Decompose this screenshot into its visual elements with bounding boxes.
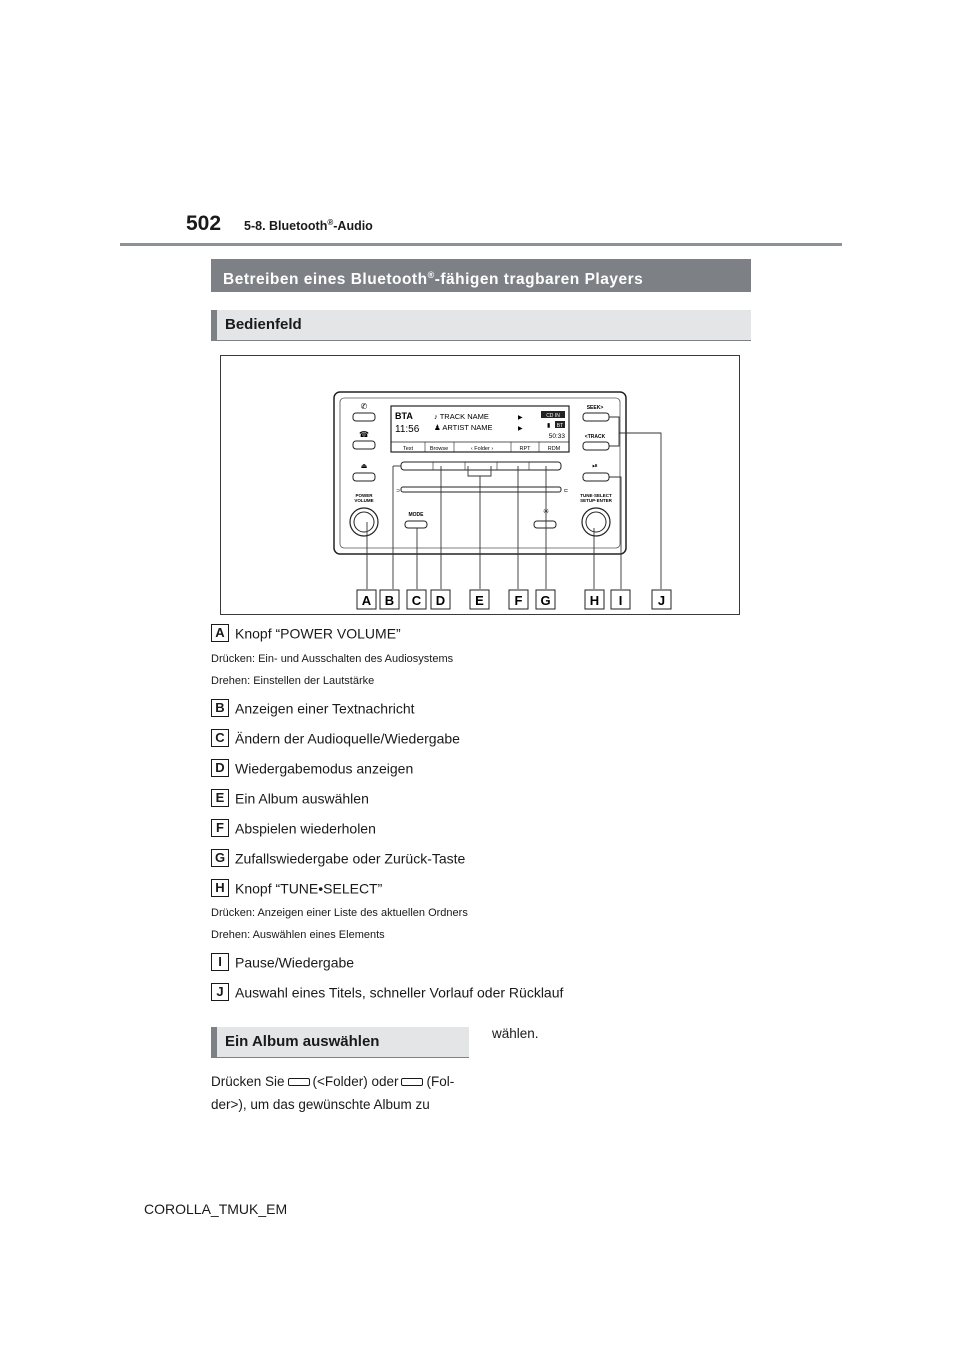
badge-i: I	[211, 953, 229, 971]
track-button	[583, 442, 609, 450]
sub-heading-album: Ein Album auswählen	[211, 1027, 469, 1058]
seek-label: SEEK>	[586, 405, 604, 411]
slot-left-icon: ⊃	[396, 488, 401, 494]
badge-e: E	[211, 789, 229, 807]
display-source: BTA	[395, 411, 413, 421]
badge-d: D	[211, 759, 229, 777]
svg-text:J: J	[657, 593, 666, 608]
display-clock: 11:56	[395, 424, 420, 435]
display-artist: ♟ ARTIST NAME	[434, 423, 493, 432]
album-instruction: Drücken Sie (<Folder) oder (Fol- der>), um das gewünschte Album zu	[211, 1074, 455, 1112]
softkey-buttons	[401, 462, 561, 470]
softkey-text: Text	[402, 446, 414, 452]
badge-j: J	[211, 983, 229, 1001]
item-a: A Knopf “POWER VOLUME”	[211, 624, 401, 642]
mode-button	[405, 521, 427, 528]
album-instruction-continued: wählen.	[492, 1026, 539, 1041]
tune-select-label-2: SETUP·ENTER	[580, 498, 612, 503]
item-b: B Anzeigen einer Textnachricht	[211, 699, 415, 717]
callout-j	[652, 590, 671, 609]
svg-text:I: I	[618, 593, 623, 608]
power-volume-label-1: POWER	[355, 493, 373, 498]
tune-select-label-1: TUNE·SELECT	[580, 493, 612, 498]
play-pause-icon: ⏯	[592, 463, 598, 470]
svg-text:E: E	[475, 593, 484, 608]
badge-c: C	[211, 729, 229, 747]
callout-d	[431, 590, 450, 609]
note-h-press: Drücken: Anzeigen einer Liste des aktuellen Ordners	[211, 907, 468, 919]
folder-prev-button-icon	[288, 1078, 310, 1086]
item-d: D Wiedergabemodus anzeigen	[211, 759, 413, 777]
play-pause-button	[583, 473, 609, 481]
tune-select-knob	[582, 508, 610, 536]
track-label: <TRACK	[584, 434, 606, 440]
note-a-press: Drücken: Ein- und Ausschalten des Audiosystems	[211, 653, 454, 665]
softkey-rpt: RPT	[519, 446, 531, 452]
power-volume-knob	[350, 508, 378, 536]
callout-b	[380, 590, 399, 609]
badge-b: B	[211, 699, 229, 717]
callout-e	[470, 590, 489, 609]
footer-model-code: COROLLA_TMUK_EM	[144, 1201, 288, 1217]
item-h: H Knopf “TUNE•SELECT”	[211, 879, 382, 897]
day-night-button	[534, 521, 556, 528]
power-volume-label-2: VOLUME	[354, 498, 374, 503]
callout-f	[509, 590, 528, 609]
header-rule	[120, 243, 842, 246]
callout-i	[611, 590, 630, 609]
badge-g: G	[211, 849, 229, 867]
control-panel-figure	[220, 355, 740, 615]
signal-icon: ▮	[547, 423, 551, 429]
play-arrow-icon-2: ▶	[518, 426, 523, 432]
item-g: G Zufallswiedergabe oder Zurück-Taste	[211, 849, 465, 867]
sub-heading-bedienfeld: Bedienfeld	[211, 310, 751, 341]
item-c: C Ändern der Audioquelle/Wiedergabe	[211, 729, 460, 747]
note-h-turn: Drehen: Auswählen eines Elements	[211, 929, 385, 941]
softkey-browse: Browse	[429, 446, 449, 452]
display-time: 50:33	[548, 433, 565, 440]
item-f: F Abspielen wiederholen	[211, 819, 376, 837]
phone-icon: ✆	[360, 402, 368, 411]
badge-a: A	[211, 624, 229, 642]
folder-next-button-icon	[401, 1078, 423, 1086]
callout-c	[407, 590, 426, 609]
badge-f: F	[211, 819, 229, 837]
slot-right-icon: ⊏	[564, 488, 569, 494]
seek-button	[583, 413, 609, 421]
svg-text:B: B	[384, 593, 395, 608]
svg-text:C: C	[411, 593, 422, 608]
page-number: 502	[186, 212, 222, 235]
callout-a	[357, 590, 376, 609]
item-e: E Ein Album auswählen	[211, 789, 369, 807]
brightness-icon: ✳	[542, 507, 550, 516]
display-cd-in: CD IN	[546, 413, 560, 419]
item-i: I Pause/Wiedergabe	[211, 953, 354, 971]
svg-text:F: F	[514, 593, 523, 608]
callout-labels	[357, 590, 671, 609]
softkey-folder: ‹ Folder ›	[470, 446, 494, 452]
svg-text:D: D	[435, 593, 446, 608]
callout-h	[585, 590, 604, 609]
hangup-icon: ☎	[359, 430, 369, 439]
note-a-turn: Drehen: Einstellen der Lautstärke	[211, 675, 375, 687]
eject-icon: ⏏	[360, 463, 368, 470]
mode-label: MODE	[408, 512, 424, 518]
badge-h: H	[211, 879, 229, 897]
display-screen	[391, 406, 569, 452]
display-bt: BT	[556, 423, 564, 429]
display-track: ♪ TRACK NAME	[434, 412, 489, 421]
play-arrow-icon: ▶	[518, 415, 523, 421]
svg-text:H: H	[589, 593, 600, 608]
section-title: 5-8. Bluetooth®-Audio	[244, 218, 373, 234]
svg-text:G: G	[540, 593, 551, 608]
callout-g	[536, 590, 555, 609]
item-j: J Auswahl eines Titels, schneller Vorlauf oder Rücklauf	[211, 983, 563, 1001]
softkey-rdm: RDM	[547, 446, 561, 452]
main-heading: Betreiben eines Bluetooth®-fähigen tragbaren Players	[211, 259, 751, 292]
svg-text:A: A	[361, 593, 372, 608]
